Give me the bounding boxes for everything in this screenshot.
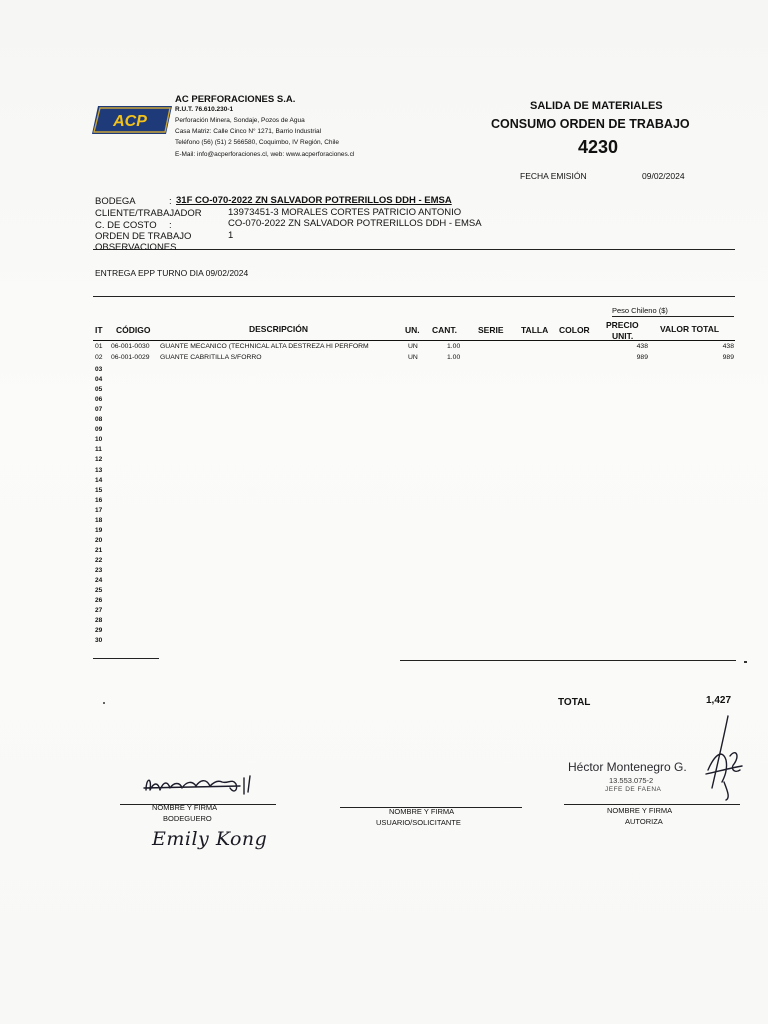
company-email: E-Mail: info@acperforaciones.cl, web: www.acperforaciones.cl	[175, 151, 355, 158]
company-address: Casa Matriz: Calle Cinco N° 1271, Barrio Industrial	[175, 128, 322, 135]
row-cant: 1.00	[447, 354, 461, 361]
empty-row-number: 11	[95, 446, 102, 454]
col-cant: CANT.	[432, 325, 458, 335]
empty-row-number: 16	[95, 496, 103, 504]
costo-value: CO-070-2022 ZN SALVADOR POTRERILLOS DDH - EMSA	[228, 218, 482, 229]
empty-row-number: 17	[95, 506, 103, 514]
stamp-rut: 13.553.075-2	[609, 776, 654, 785]
bodeguero-role: BODEGUERO	[163, 814, 212, 823]
usuario-role: USUARIO/SOLICITANTE	[376, 818, 461, 827]
bodega-value: 31F CO-070-2022 ZN SALVADOR POTRERILLOS DDH - EMSA	[176, 195, 452, 206]
row-precio: 989	[636, 354, 648, 361]
ink-speck	[744, 661, 747, 663]
orden-value: 1	[228, 230, 234, 241]
row-it: 02	[95, 354, 103, 361]
acp-logo	[92, 106, 172, 134]
divider-line	[93, 658, 159, 659]
doc-number: 4230	[578, 137, 619, 157]
empty-row-number: 12	[95, 456, 103, 464]
doc-title: SALIDA DE MATERIALES	[530, 100, 663, 112]
bodeguero-signature	[140, 768, 265, 804]
empty-row-number: 07	[95, 406, 103, 414]
col-serie: SERIE	[478, 325, 504, 335]
signature-line-autoriza	[564, 804, 740, 805]
empty-row-number: 22	[95, 556, 103, 564]
row-precio: 438	[636, 343, 648, 350]
divider-line	[93, 296, 735, 297]
autoriza-role: AUTORIZA	[625, 817, 663, 826]
empty-row-number: 23	[95, 567, 103, 574]
usuario-label: NOMBRE Y FIRMA	[389, 807, 455, 816]
bodega-sep: :	[169, 196, 172, 207]
col-precio-unit: UNIT.	[612, 331, 634, 341]
company-phone: Teléfono (56) (51) 2 566580, Coquimbo, IV Región, Chile	[175, 139, 340, 146]
total-label: TOTAL	[558, 697, 591, 708]
costo-label: C. DE COSTO	[95, 220, 157, 231]
total-value: 1,427	[706, 695, 732, 706]
col-descripcion: DESCRIPCIÓN	[249, 324, 309, 334]
obs-label: OBSERVACIONES	[95, 242, 177, 253]
stamp-name: Héctor Montenegro G.	[568, 760, 687, 774]
col-codigo: CÓDIGO	[116, 325, 151, 335]
obs-value: ENTREGA EPP TURNO DIA 09/02/2024	[95, 268, 249, 278]
bodega-label: BODEGA	[95, 196, 136, 207]
empty-row-number: 25	[95, 587, 103, 595]
autoriza-label: NOMBRE Y FIRMA	[607, 806, 673, 815]
empty-row-number: 09	[95, 426, 103, 434]
row-un: UN	[408, 343, 418, 350]
row-it: 01	[95, 343, 103, 350]
ink-speck	[103, 702, 105, 704]
date-label: FECHA EMISIÓN	[520, 171, 587, 181]
empty-row-number: 13	[95, 466, 103, 474]
autoriza-signature	[700, 712, 748, 804]
date-value: 09/02/2024	[642, 171, 685, 181]
empty-row-number: 10	[95, 436, 103, 444]
empty-row-number: 21	[95, 546, 103, 554]
doc-subtitle: CONSUMO ORDEN DE TRABAJO	[491, 117, 690, 131]
divider-line	[400, 660, 736, 661]
col-valor-total: VALOR TOTAL	[660, 324, 720, 334]
stamp-title: JEFE DE FAENA	[605, 786, 662, 793]
row-total: 438	[722, 343, 734, 350]
empty-row-number: 27	[95, 607, 103, 615]
col-color: COLOR	[559, 325, 590, 335]
row-desc: GUANTE MECANICO (TECHNICAL ALTA DESTREZA HI PERFORM	[160, 343, 369, 350]
empty-row-number: 14	[95, 476, 103, 484]
currency-note: Peso Chileno ($)	[612, 306, 668, 315]
col-precio: PRECIO	[606, 320, 639, 330]
empty-row-number: 03	[95, 366, 103, 373]
row-code: 06-001-0029	[111, 354, 150, 361]
svg-text:ACP: ACP	[113, 113, 147, 130]
row-desc: GUANTE CABRITILLA S/FORRO	[160, 354, 262, 361]
bodeguero-label: NOMBRE Y FIRMA	[152, 803, 218, 812]
row-code: 06-001-0030	[111, 343, 150, 350]
empty-row-number: 28	[95, 617, 103, 625]
row-un: UN	[408, 354, 418, 361]
cliente-label: CLIENTE/TRABAJADOR	[95, 208, 202, 219]
bodeguero-handwritten-name: Emily Kong	[152, 828, 268, 850]
empty-row-number: 19	[95, 526, 103, 534]
empty-row-number: 20	[95, 536, 103, 544]
col-un: UN.	[405, 325, 420, 335]
company-activity: Perforación Minera, Sondaje, Pozos de Agua	[175, 117, 305, 124]
row-total: 989	[722, 354, 734, 361]
empty-row-number: 04	[95, 376, 103, 384]
empty-row-number: 08	[95, 416, 103, 424]
row-cant: 1.00	[447, 343, 461, 350]
empty-row-number: 06	[95, 396, 103, 404]
company-rut: R.U.T. 76.610.230-1	[175, 106, 234, 113]
empty-row-number: 30	[95, 637, 103, 645]
col-it: IT	[95, 325, 103, 335]
empty-row-number: 29	[95, 627, 103, 635]
cliente-value: 13973451-3 MORALES CORTES PATRICIO ANTONIO	[228, 207, 462, 218]
empty-row-number: 15	[95, 486, 103, 494]
table-header-line	[93, 340, 735, 341]
divider-line	[93, 249, 735, 250]
empty-row-number: 18	[95, 516, 103, 524]
empty-row-number: 26	[95, 597, 103, 605]
empty-row-number: 24	[95, 577, 103, 585]
col-talla: TALLA	[521, 325, 549, 335]
empty-row-number: 05	[95, 386, 103, 394]
company-name: AC PERFORACIONES S.A.	[175, 94, 296, 105]
costo-sep: :	[169, 220, 172, 231]
orden-label: ORDEN DE TRABAJO	[95, 231, 192, 242]
divider-line	[612, 316, 734, 317]
